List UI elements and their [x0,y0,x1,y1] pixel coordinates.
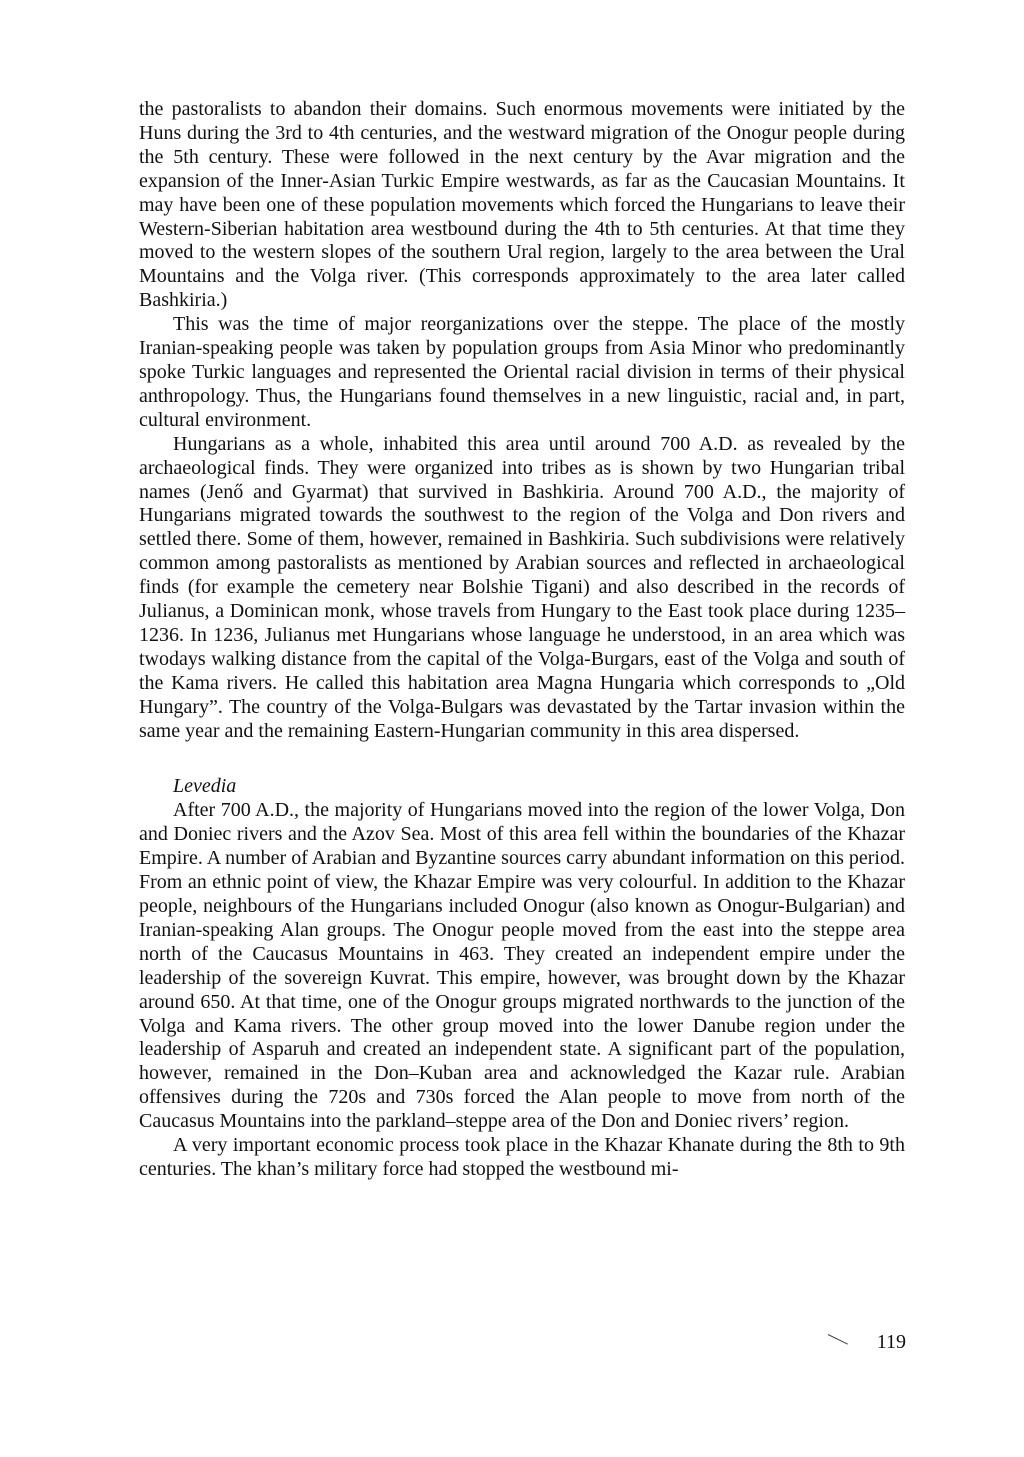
paragraph-5: A very important economic process took place in the Khazar Khanate during the 8th to 9th centuries. The khan’s military force had stopped the westbound mi- [139,1134,905,1180]
body-text [139,98,905,1182]
section-heading-levedia: Levedia [173,775,237,798]
paragraph-1: the pastoralists to abandon their domains. Such enormous movements were initiated by the Huns during the 3rd to 4th centuries, and the westward migration of the Onogur people during the 5th century. These were followed in the next century by the Avar migration and the expansion of the Inner-Asian Turkic Empire westwards, as far as the Caucasian Mountains. It may have been one of these population movements which forced the Hungarians to leave their Western-Siberian habitation area westbound during the 4th to 5th centuries. At that time they moved to the western slopes of the southern Ural region, largely to the area between the Ural Mountains and the Volga river. (This corresponds approximately to the area later called Bashkiria.) [139,98,905,312]
paragraph-3: Hungarians as a whole, inhabited this area until around 700 A.D. as revealed by the archaeological finds. They were organized into tribes as is shown by two Hungarian tribal names (Jenő and Gyarmat) that survived in Bashkiria. Around 700 A.D., the majority of Hungarians migrated towards the southwest to the region of the Volga and Don rivers and settled there. Some of them, however, remained in Bashkiria. Such subdivisions were relatively common among pastoralists as mentioned by Arabian sources and reflected in archaeological finds (for example the cemetery near Bolshie Tigani) and also described in the records of Julianus, a Dominican monk, whose travels from Hungary to the East took place during 1235–1236. In 1236, Julianus met Hungarians whose language he understood, in an area which was twodays walking distance from the capital of the Volga-Burgars, east of the Volga and south of the Kama rivers. He called this habitation area Magna Hungaria which corresponds to „Old Hungary”. The country of the Volga-Bulgars was devastated by the Tartar invasion within the same year and the remaining Eastern-Hungarian community in this area dispersed. [139,432,905,742]
page-number: 119 [876,1331,906,1353]
pen-mark [828,1334,848,1345]
paragraph-2: This was the time of major reorganizations over the steppe. The place of the mostly Iranian-speaking people was taken by population groups from Asia Minor who predominantly spoke Turkic languages and represented the Oriental racial division in terms of their physical anthropology. Thus, the Hungarians found themselves in a new linguistic, racial and, in part, cultural environment. [139,313,905,431]
paragraph-4: After 700 A.D., the majority of Hungarians moved into the region of the lower Volga, Don and Doniec rivers and the Azov Sea. Most of this area fell within the boundaries of the Khazar Empire. A number of Arabian and Byzantine sources carry abundant information on this period. From an ethnic point of view, the Khazar Empire was very colourful. In addition to the Khazar people, neighbours of the Hungarians included Onogur (also known as Onogur-Bulgarian) and Iranian-speaking Alan groups. The Onogur people moved from the east into the steppe area north of the Caucasus Mountains in 463. They created an independent empire under the leadership of the sovereign Kuvrat. This empire, however, was brought down by the Khazar around 650. At that time, one of the Onogur groups migrated northwards to the junction of the Volga and Kama rivers. The other group moved into the lower Danube region under the leadership of Asparuh and created an independent state. A significant part of the population, however, remained in the Don–Kuban area and acknowledged the Kazar rule. Arabian offensives during the 720s and 730s forced the Alan people to move from north of the Caucasus Mountains into the parkland–steppe area of the Don and Doniec rivers’ region. [139,799,905,1133]
